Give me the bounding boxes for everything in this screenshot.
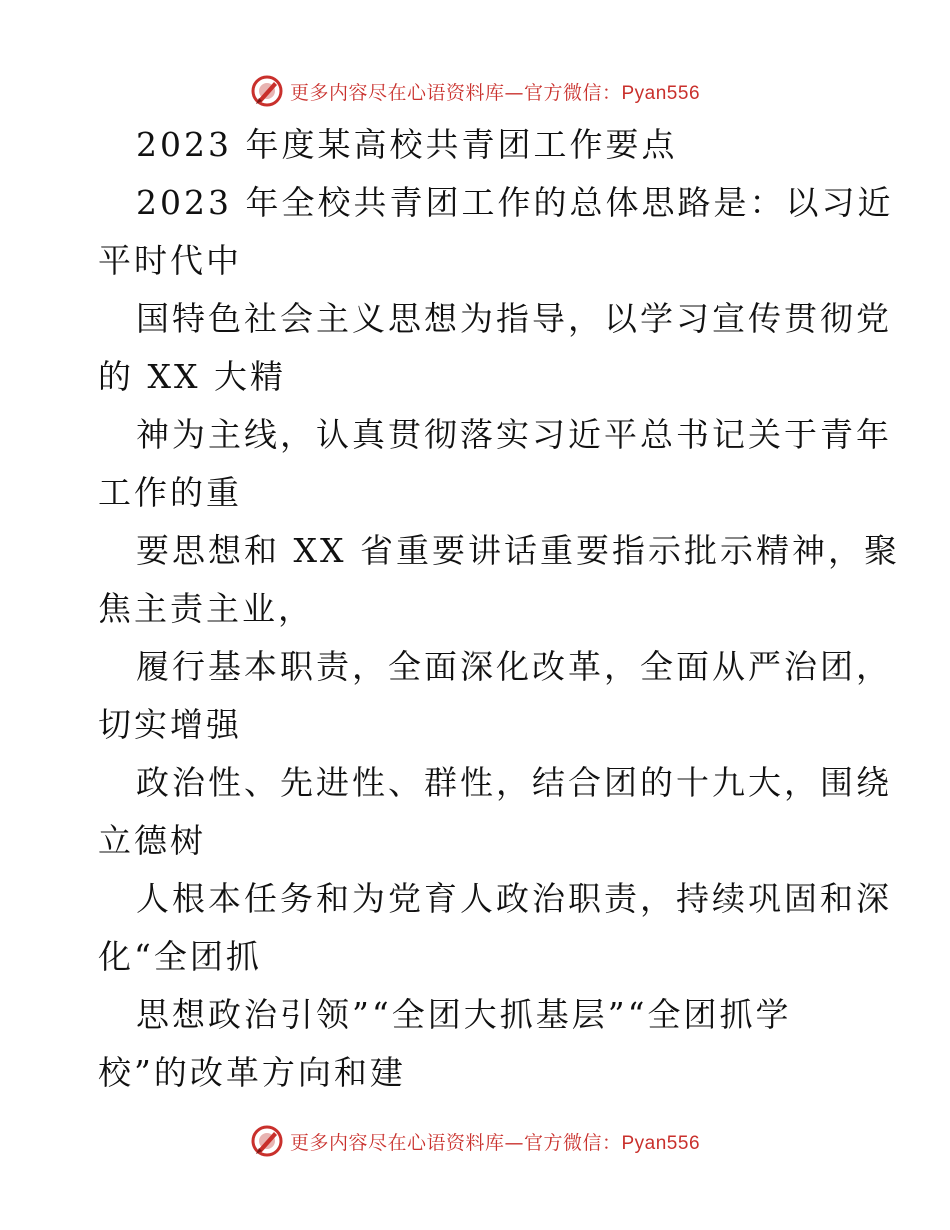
footer-banner-text xyxy=(290,1128,700,1155)
body-line: 平时代中 xyxy=(98,241,242,280)
body-line: 2023 年全校共青团工作的总体思路是：以习近 xyxy=(136,183,894,222)
wechat-id: Pyan556 xyxy=(621,1132,701,1154)
body-line: 要思想和 XX 省重要讲话重要指示批示精神，聚 xyxy=(136,531,900,570)
channel-text: 官方微信： xyxy=(523,81,622,104)
wechat-id: Pyan556 xyxy=(621,82,701,104)
banner-separator: — xyxy=(504,81,524,104)
body-line: 国特色社会主义思想为指导，以学习宣传贯彻党 xyxy=(136,299,892,338)
body-line: 校”的改革方向和建 xyxy=(98,1053,406,1092)
footer-banner xyxy=(0,1119,950,1163)
body-line: 人根本任务和为党育人政治职责，持续巩固和深 xyxy=(136,879,892,918)
header-banner-text xyxy=(290,78,700,105)
banner-separator: — xyxy=(504,1131,524,1154)
body-line: 立德树 xyxy=(98,821,206,860)
brand-text: 更多内容尽在心语资料库 xyxy=(289,1131,505,1154)
body-line: 切实增强 xyxy=(98,705,242,744)
body-line: 神为主线，认真贯彻落实习近平总书记关于青年 xyxy=(136,415,892,454)
pen-logo-icon xyxy=(250,74,284,108)
body-line: 思想政治引领”“全团大抓基层”“全团抓学 xyxy=(136,995,792,1034)
pen-logo-icon xyxy=(250,1124,284,1158)
body-line: 工作的重 xyxy=(98,473,242,512)
body-line: 焦主责主业， xyxy=(98,589,314,628)
document-title: 2023 年度某高校共青团工作要点 xyxy=(136,125,678,164)
body-line: 化“全团抓 xyxy=(98,937,262,976)
document-body xyxy=(98,116,900,1102)
body-line: 政治性、先进性、群性，结合团的十九大，围绕 xyxy=(136,763,892,802)
header-banner xyxy=(0,69,950,113)
body-line: 的 XX 大精 xyxy=(98,357,286,396)
body-line: 履行基本职责，全面深化改革，全面从严治团， xyxy=(136,647,892,686)
brand-text: 更多内容尽在心语资料库 xyxy=(289,81,505,104)
channel-text: 官方微信： xyxy=(523,1131,622,1154)
